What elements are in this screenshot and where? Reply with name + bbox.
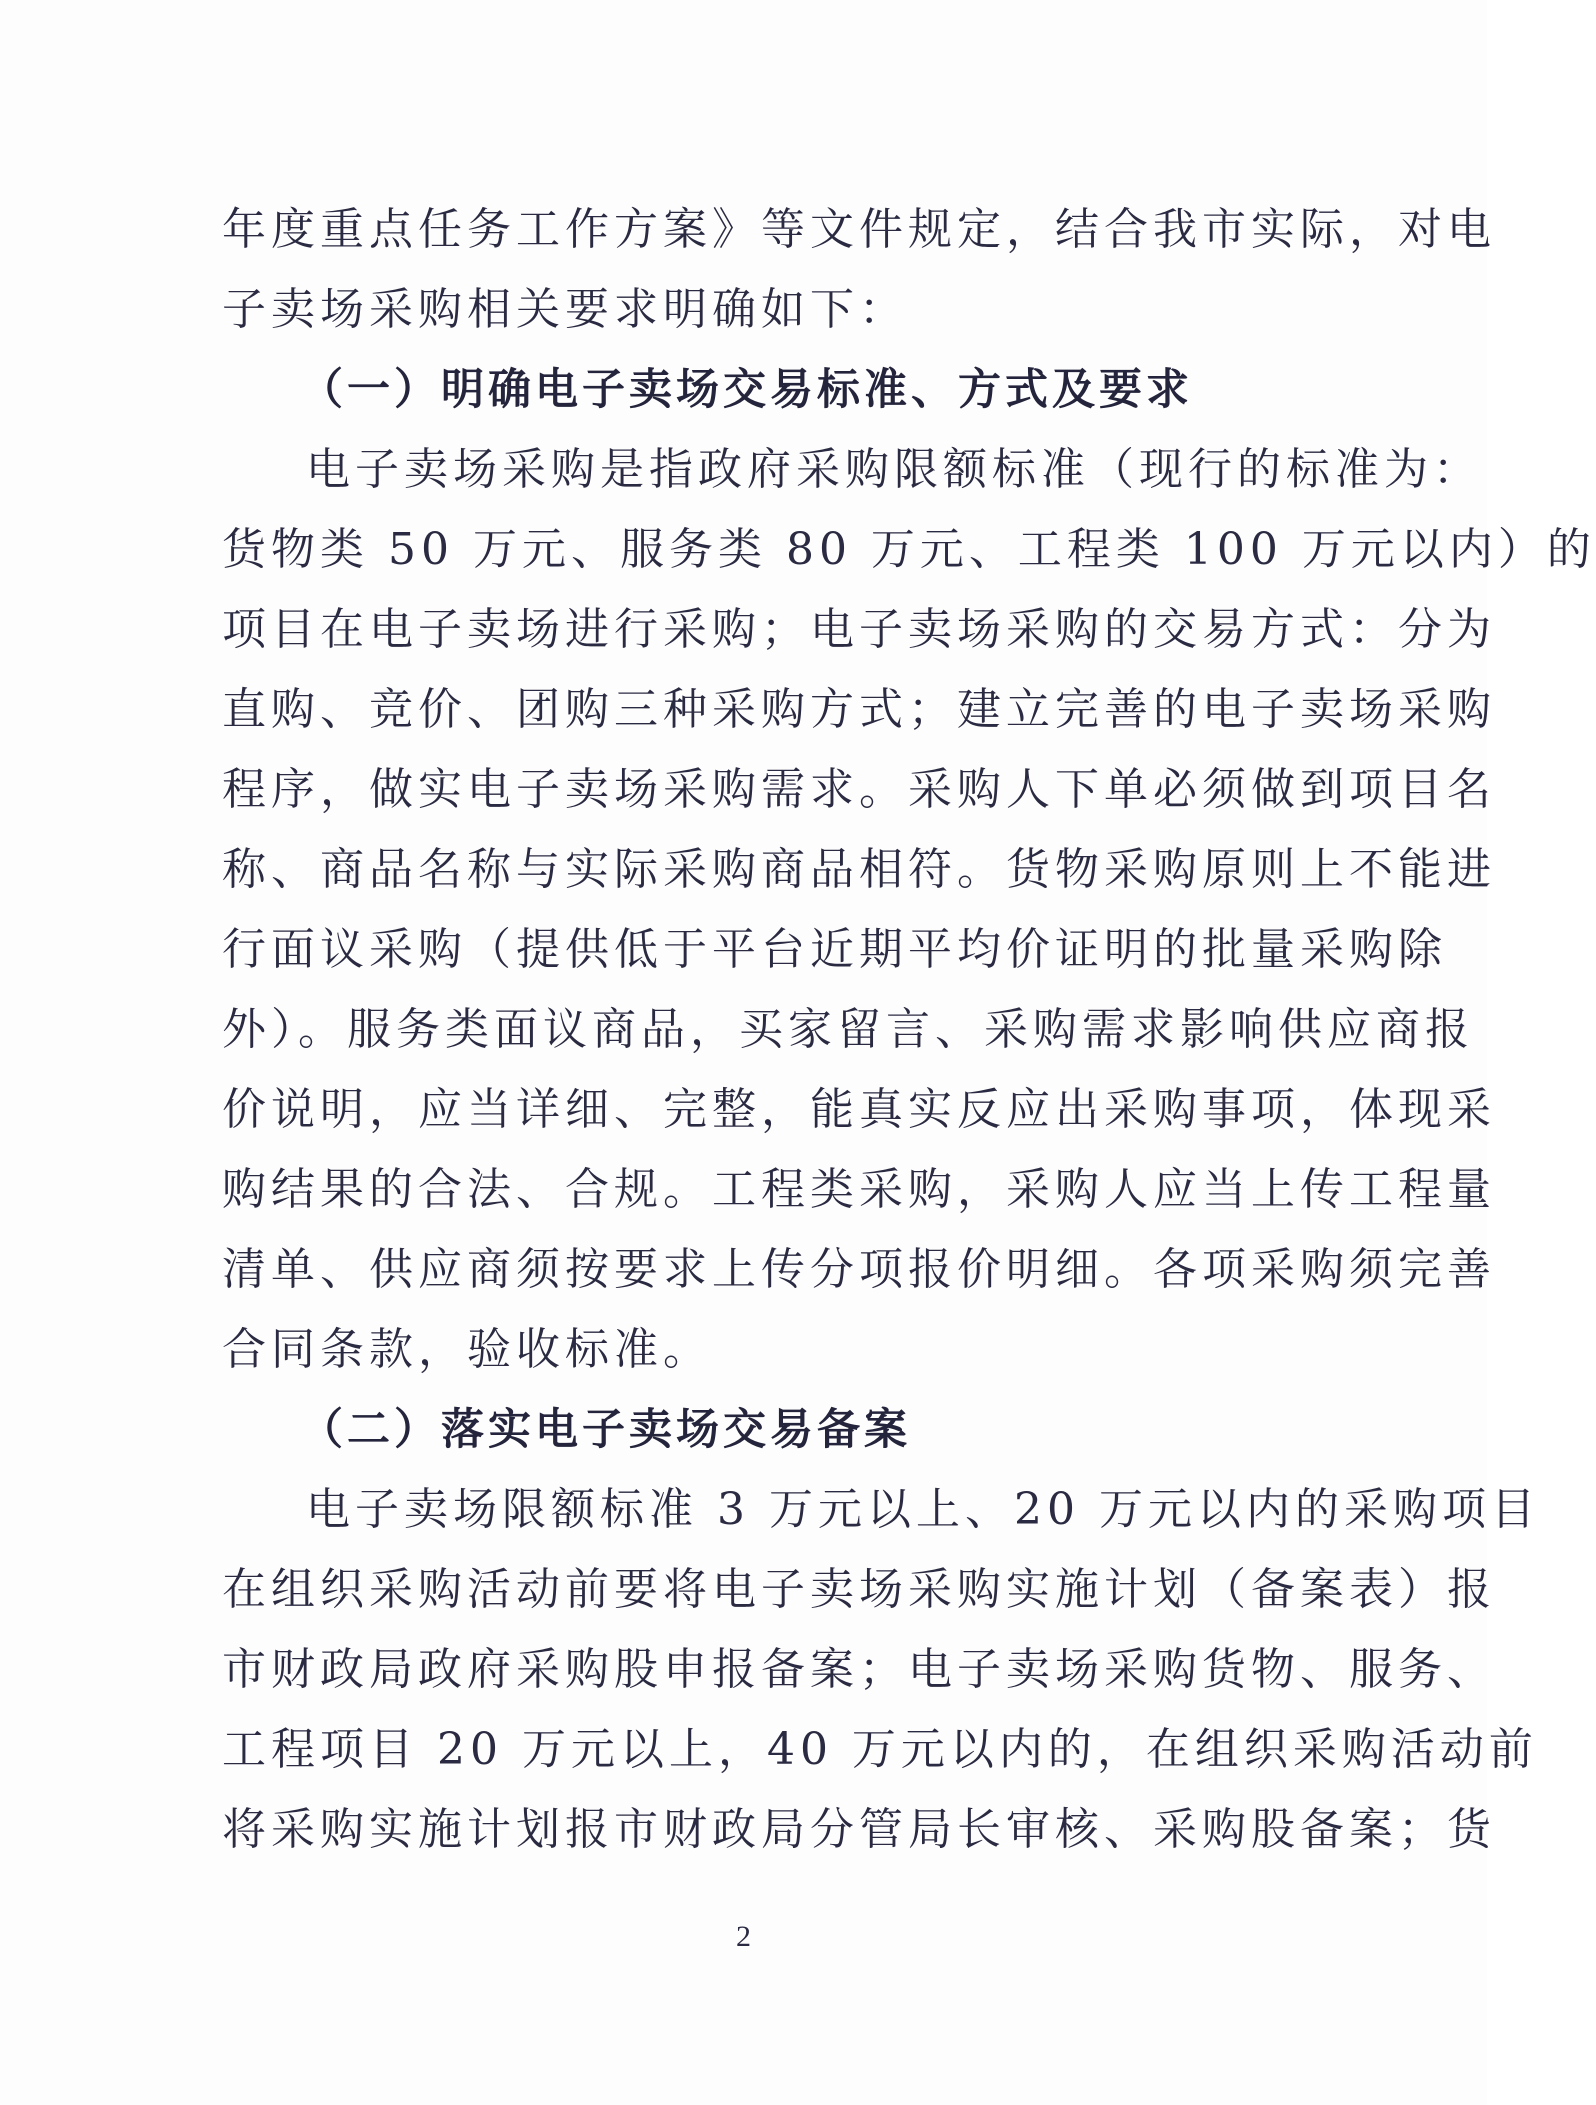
section-2-heading: （二）落实电子卖场交易备案 bbox=[300, 1405, 911, 1455]
section-1-line: 清单、供应商须按要求上传分项报价明细。各项采购须完善 bbox=[222, 1244, 1496, 1295]
section-1-line: 电子卖场采购是指政府采购限额标准（现行的标准为： bbox=[306, 444, 1482, 495]
section-1-line: 称、商品名称与实际采购商品相符。货物采购原则上不能进 bbox=[222, 844, 1496, 895]
section-2-line: 电子卖场限额标准 3 万元以上、20 万元以内的采购项目 bbox=[306, 1484, 1540, 1535]
section-1-line: 货物类 50 万元、服务类 80 万元、工程类 100 万元以内）的 bbox=[222, 524, 1596, 575]
section-1-line: 合同条款，验收标准。 bbox=[222, 1324, 712, 1375]
section-2-line: 工程项目 20 万元以上，40 万元以内的，在组织采购活动前 bbox=[222, 1724, 1538, 1775]
section-2-line: 将采购实施计划报市财政局分管局长审核、采购股备案；货 bbox=[222, 1804, 1496, 1855]
intro-line-2: 子卖场采购相关要求明确如下： bbox=[222, 284, 908, 335]
section-2-line: 市财政局政府采购股申报备案；电子卖场采购货物、服务、 bbox=[222, 1644, 1496, 1695]
section-1-line: 购结果的合法、合规。工程类采购，采购人应当上传工程量 bbox=[222, 1164, 1496, 1215]
section-1-line: 直购、竞价、团购三种采购方式；建立完善的电子卖场采购 bbox=[222, 684, 1496, 735]
section-1-line: 程序，做实电子卖场采购需求。采购人下单必须做到项目名 bbox=[222, 764, 1496, 815]
section-1-line: 行面议采购（提供低于平台近期平均价证明的批量采购除 bbox=[222, 924, 1447, 975]
section-1-line: 价说明，应当详细、完整，能真实反应出采购事项，体现采 bbox=[222, 1084, 1496, 1135]
section-1-line: 外）。服务类面议商品，买家留言、采购需求影响供应商报 bbox=[222, 1004, 1474, 1055]
section-2-line: 在组织采购活动前要将电子卖场采购实施计划（备案表）报 bbox=[222, 1564, 1496, 1615]
intro-line-1: 年度重点任务工作方案》等文件规定，结合我市实际，对电 bbox=[222, 204, 1496, 255]
section-1-line: 项目在电子卖场进行采购；电子卖场采购的交易方式：分为 bbox=[222, 604, 1496, 655]
page-number: 2 bbox=[736, 1920, 751, 1953]
section-1-heading: （一）明确电子卖场交易标准、方式及要求 bbox=[300, 365, 1193, 415]
